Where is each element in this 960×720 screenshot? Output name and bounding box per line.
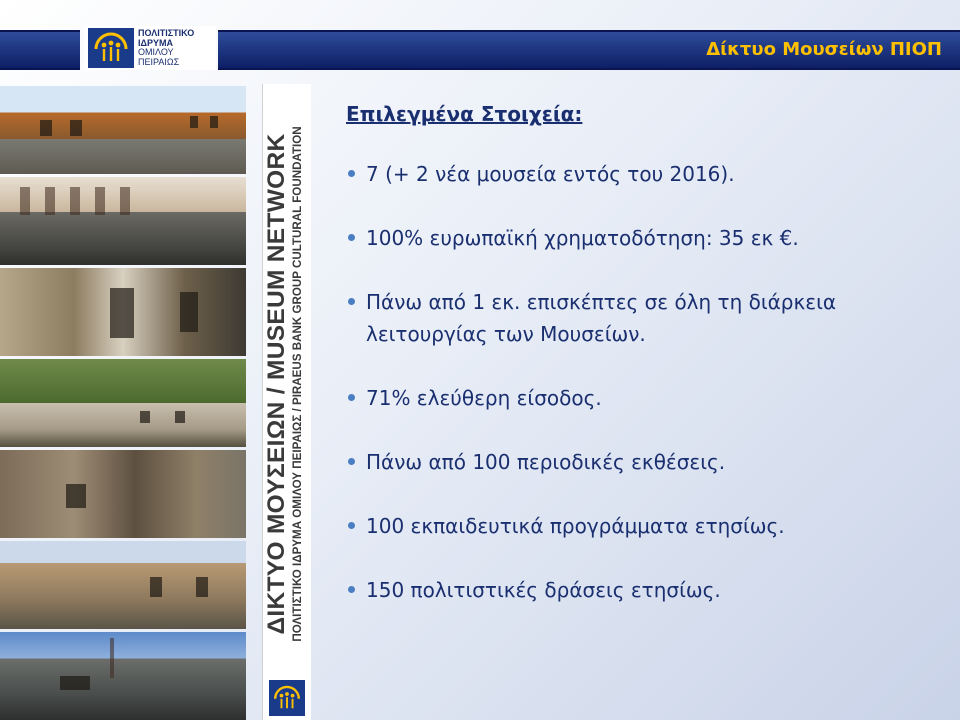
banner-text xyxy=(263,84,311,684)
bullet-item-6 xyxy=(346,510,936,542)
museum-photo-1 xyxy=(0,86,246,174)
banner-logo-icon xyxy=(269,680,305,716)
bullet-list xyxy=(346,158,936,606)
slide-title: Δίκτυο Μουσείων ΠΙΟΠ xyxy=(706,39,942,60)
bullet-item-4 xyxy=(346,382,936,414)
bullet-text: Πάνω από 100 περιοδικές εκθέσεις. xyxy=(366,450,726,474)
bullet-dot-icon xyxy=(348,522,355,529)
bullet-item-5 xyxy=(346,446,936,478)
museum-photo-5 xyxy=(0,450,246,538)
logo-line-3: ΟΜΙΛΟΥ xyxy=(138,47,174,57)
museum-network-banner xyxy=(262,84,311,720)
museum-photo-column xyxy=(0,86,246,720)
museum-photo-4 xyxy=(0,359,246,447)
bullet-item-2 xyxy=(346,222,936,254)
foundation-logo xyxy=(84,26,216,70)
museum-photo-2 xyxy=(0,177,246,265)
banner-sub-text: ΠΟΛΙΤΙΣΤΙΚΟ ΙΔΡΥΜΑ ΟΜΙΛΟΥ ΠΕΙΡΑΙΩΣ / PIRAEUS BANK GROUP CULTURAL FOUNDATION xyxy=(291,126,304,642)
header-bar-left xyxy=(0,30,80,70)
museum-photo-6 xyxy=(0,541,246,629)
bullet-text: 150 πολιτιστικές δράσεις ετησίως. xyxy=(366,578,721,602)
bullet-item-7 xyxy=(346,574,936,606)
logo-line-2: ΙΔΡΥΜΑ xyxy=(138,37,173,48)
banner-main-text: ΔΙΚΤΥΟ ΜΟΥΣΕΙΩΝ / MUSEUM NETWORK xyxy=(263,133,290,635)
logo-text xyxy=(138,29,194,67)
bullet-dot-icon xyxy=(348,170,355,177)
bullet-dot-icon xyxy=(348,458,355,465)
bullet-text: Πάνω από 1 εκ. επισκέπτες σε όλη τη διάρκεια λειτουργίας των Μουσείων. xyxy=(366,290,837,346)
foundation-logo-icon xyxy=(88,28,134,68)
bullet-dot-icon xyxy=(348,586,355,593)
logo-line-4: ΠΕΙΡΑΙΩΣ xyxy=(138,56,180,67)
bullet-dot-icon xyxy=(348,298,355,305)
museum-photo-3 xyxy=(0,268,246,356)
bullet-text: 71% ελεύθερη είσοδος. xyxy=(366,386,602,410)
bullet-text: 100 εκπαιδευτικά προγράμματα ετησίως. xyxy=(366,514,785,538)
bullet-dot-icon xyxy=(348,394,355,401)
bullet-dot-icon xyxy=(348,234,355,241)
bullet-text: 100% ευρωπαϊκή χρηματοδότηση: 35 εκ €. xyxy=(366,226,799,250)
bullet-item-1 xyxy=(346,158,936,190)
logo-line-1: ΠΟΛΙΤΙΣΤΙΚΟ xyxy=(138,28,195,38)
bullet-item-3 xyxy=(346,286,936,350)
slide-content xyxy=(346,102,936,638)
header-bar-right xyxy=(218,30,960,70)
museum-photo-7 xyxy=(0,632,246,720)
bullet-text: 7 (+ 2 νέα μουσεία εντός του 2016). xyxy=(366,162,735,186)
content-heading: Επιλεγμένα Στοιχεία: xyxy=(346,102,583,126)
